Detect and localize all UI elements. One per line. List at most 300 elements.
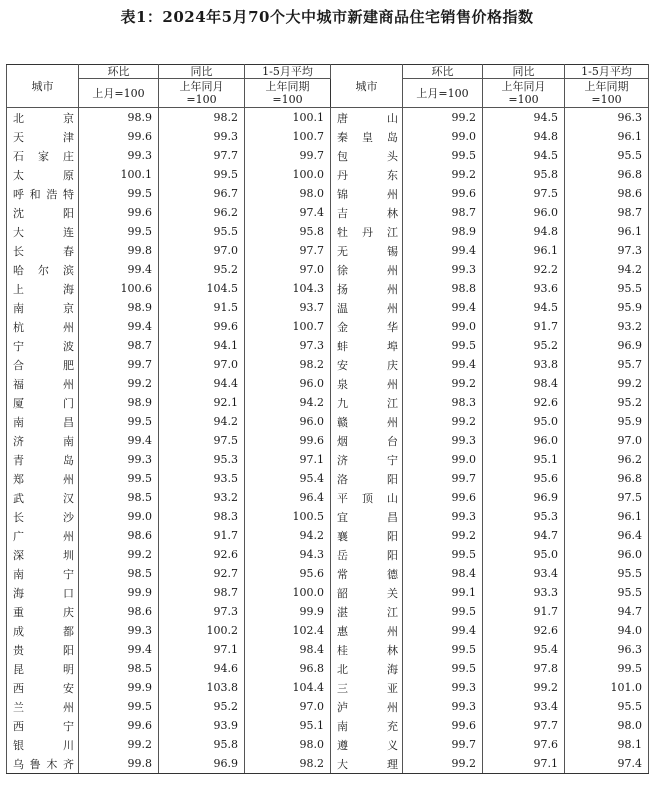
cell-city-right: 赣州 — [331, 412, 403, 431]
cell-avg-left: 96.0 — [245, 412, 331, 431]
cell-yoy-left: 93.5 — [159, 469, 245, 488]
table-row — [7, 355, 649, 374]
cell-city-right: 温州 — [331, 298, 403, 317]
cell-mom-right: 99.5 — [403, 336, 483, 355]
cell-avg-right: 98.7 — [565, 203, 649, 222]
cell-mom-left: 99.4 — [79, 260, 159, 279]
cell-yoy-right: 96.1 — [483, 241, 565, 260]
cell-avg-left: 98.0 — [245, 184, 331, 203]
cell-mom-right: 98.4 — [403, 564, 483, 583]
cell-city-right: 扬州 — [331, 279, 403, 298]
cell-mom-left: 99.9 — [79, 583, 159, 602]
table-row — [7, 336, 649, 355]
cell-yoy-left: 97.7 — [159, 146, 245, 165]
cell-avg-right: 96.9 — [565, 336, 649, 355]
cell-avg-left: 102.4 — [245, 621, 331, 640]
cell-mom-right: 99.3 — [403, 431, 483, 450]
header-avg-sub: 上年同期 =100 — [245, 79, 331, 108]
cell-mom-right: 99.0 — [403, 127, 483, 146]
cell-city-left: 呼和浩特 — [7, 184, 79, 203]
cell-mom-right: 99.2 — [403, 374, 483, 393]
cell-yoy-left: 96.7 — [159, 184, 245, 203]
cell-city-right: 泉州 — [331, 374, 403, 393]
table-row — [7, 716, 649, 735]
cell-city-left: 武汉 — [7, 488, 79, 507]
cell-yoy-right: 99.2 — [483, 678, 565, 697]
cell-avg-right: 98.6 — [565, 184, 649, 203]
cell-avg-left: 97.0 — [245, 260, 331, 279]
cell-mom-right: 99.2 — [403, 526, 483, 545]
cell-city-left: 青岛 — [7, 450, 79, 469]
cell-avg-left: 96.0 — [245, 374, 331, 393]
cell-yoy-right: 97.8 — [483, 659, 565, 678]
cell-avg-right: 98.0 — [565, 716, 649, 735]
header-yoy-2: 同比 — [483, 65, 565, 79]
cell-city-left: 合肥 — [7, 355, 79, 374]
cell-city-left: 石家庄 — [7, 146, 79, 165]
cell-city-left: 银川 — [7, 735, 79, 754]
cell-yoy-right: 94.7 — [483, 526, 565, 545]
table-row — [7, 431, 649, 450]
cell-city-right: 北海 — [331, 659, 403, 678]
header-avg: 1-5月平均 — [245, 65, 331, 79]
cell-mom-right: 99.3 — [403, 697, 483, 716]
cell-avg-left: 94.2 — [245, 393, 331, 412]
table-row — [7, 469, 649, 488]
cell-mom-left: 99.2 — [79, 374, 159, 393]
table-row — [7, 393, 649, 412]
cell-avg-left: 98.0 — [245, 735, 331, 754]
cell-yoy-right: 91.7 — [483, 602, 565, 621]
cell-mom-left: 98.9 — [79, 298, 159, 317]
cell-city-left: 杭州 — [7, 317, 79, 336]
table-row — [7, 659, 649, 678]
cell-city-right: 宜昌 — [331, 507, 403, 526]
price-index-table — [6, 64, 649, 774]
table-row — [7, 507, 649, 526]
cell-mom-left: 99.9 — [79, 678, 159, 697]
cell-city-left: 太原 — [7, 165, 79, 184]
cell-yoy-right: 91.7 — [483, 317, 565, 336]
cell-city-right: 洛阳 — [331, 469, 403, 488]
cell-city-right: 平顶山 — [331, 488, 403, 507]
cell-city-left: 昆明 — [7, 659, 79, 678]
cell-yoy-right: 95.3 — [483, 507, 565, 526]
cell-yoy-left: 91.5 — [159, 298, 245, 317]
cell-city-right: 襄阳 — [331, 526, 403, 545]
cell-city-left: 兰州 — [7, 697, 79, 716]
cell-city-right: 金华 — [331, 317, 403, 336]
cell-avg-right: 94.7 — [565, 602, 649, 621]
cell-yoy-left: 99.6 — [159, 317, 245, 336]
cell-yoy-right: 95.0 — [483, 545, 565, 564]
cell-yoy-right: 97.6 — [483, 735, 565, 754]
cell-mom-right: 99.0 — [403, 317, 483, 336]
cell-mom-right: 99.6 — [403, 716, 483, 735]
table-row — [7, 317, 649, 336]
table-row — [7, 450, 649, 469]
cell-city-right: 韶关 — [331, 583, 403, 602]
cell-avg-right: 97.4 — [565, 754, 649, 774]
cell-mom-left: 99.5 — [79, 222, 159, 241]
cell-avg-right: 101.0 — [565, 678, 649, 697]
header-city-2: 城市 — [331, 65, 403, 108]
cell-avg-right: 99.5 — [565, 659, 649, 678]
cell-yoy-left: 95.5 — [159, 222, 245, 241]
cell-city-left: 大连 — [7, 222, 79, 241]
cell-yoy-left: 96.2 — [159, 203, 245, 222]
cell-yoy-left: 92.1 — [159, 393, 245, 412]
cell-yoy-right: 97.5 — [483, 184, 565, 203]
table-row — [7, 545, 649, 564]
cell-avg-right: 94.0 — [565, 621, 649, 640]
cell-city-left: 乌鲁木齐 — [7, 754, 79, 774]
cell-avg-left: 96.8 — [245, 659, 331, 678]
cell-avg-right: 96.2 — [565, 450, 649, 469]
cell-mom-right: 99.6 — [403, 488, 483, 507]
cell-yoy-right: 96.0 — [483, 203, 565, 222]
cell-mom-left: 99.5 — [79, 184, 159, 203]
cell-yoy-left: 100.2 — [159, 621, 245, 640]
cell-avg-left: 97.3 — [245, 336, 331, 355]
cell-city-left: 天津 — [7, 127, 79, 146]
cell-city-right: 烟台 — [331, 431, 403, 450]
cell-city-left: 哈尔滨 — [7, 260, 79, 279]
cell-yoy-left: 94.2 — [159, 412, 245, 431]
cell-yoy-right: 96.9 — [483, 488, 565, 507]
table-row — [7, 165, 649, 184]
cell-avg-left: 104.4 — [245, 678, 331, 697]
cell-mom-right: 99.4 — [403, 298, 483, 317]
cell-avg-right: 96.8 — [565, 469, 649, 488]
cell-avg-left: 95.6 — [245, 564, 331, 583]
cell-avg-right: 95.5 — [565, 146, 649, 165]
cell-yoy-right: 92.2 — [483, 260, 565, 279]
cell-city-left: 上海 — [7, 279, 79, 298]
cell-avg-left: 104.3 — [245, 279, 331, 298]
cell-mom-right: 99.5 — [403, 659, 483, 678]
cell-yoy-left: 97.0 — [159, 241, 245, 260]
table-row — [7, 127, 649, 146]
cell-mom-left: 98.7 — [79, 336, 159, 355]
cell-avg-right: 98.1 — [565, 735, 649, 754]
cell-mom-left: 99.2 — [79, 545, 159, 564]
cell-city-left: 南宁 — [7, 564, 79, 583]
table-row — [7, 203, 649, 222]
cell-yoy-left: 99.3 — [159, 127, 245, 146]
cell-mom-right: 99.5 — [403, 602, 483, 621]
cell-avg-right: 96.3 — [565, 108, 649, 128]
cell-avg-left: 97.7 — [245, 241, 331, 260]
cell-avg-left: 94.3 — [245, 545, 331, 564]
cell-avg-left: 100.0 — [245, 165, 331, 184]
cell-mom-right: 99.7 — [403, 735, 483, 754]
cell-city-left: 西安 — [7, 678, 79, 697]
cell-avg-right: 96.0 — [565, 545, 649, 564]
cell-yoy-left: 92.6 — [159, 545, 245, 564]
cell-mom-left: 99.3 — [79, 621, 159, 640]
cell-city-left: 南昌 — [7, 412, 79, 431]
cell-avg-right: 95.5 — [565, 279, 649, 298]
cell-mom-left: 99.5 — [79, 469, 159, 488]
cell-mom-right: 99.2 — [403, 754, 483, 774]
cell-city-right: 桂林 — [331, 640, 403, 659]
cell-city-right: 唐山 — [331, 108, 403, 128]
cell-city-right: 九江 — [331, 393, 403, 412]
cell-mom-left: 99.2 — [79, 735, 159, 754]
cell-avg-right: 96.4 — [565, 526, 649, 545]
cell-city-right: 泸州 — [331, 697, 403, 716]
cell-avg-left: 98.2 — [245, 355, 331, 374]
cell-yoy-right: 93.3 — [483, 583, 565, 602]
table-row — [7, 754, 649, 774]
cell-yoy-left: 97.3 — [159, 602, 245, 621]
cell-avg-right: 95.5 — [565, 583, 649, 602]
table-row — [7, 564, 649, 583]
cell-yoy-left: 98.2 — [159, 108, 245, 128]
cell-mom-right: 99.3 — [403, 507, 483, 526]
cell-mom-right: 99.1 — [403, 583, 483, 602]
cell-yoy-left: 97.1 — [159, 640, 245, 659]
cell-avg-left: 95.4 — [245, 469, 331, 488]
cell-yoy-right: 95.0 — [483, 412, 565, 431]
cell-yoy-right: 97.1 — [483, 754, 565, 774]
cell-avg-left: 100.5 — [245, 507, 331, 526]
cell-yoy-left: 95.2 — [159, 697, 245, 716]
cell-avg-left: 100.1 — [245, 108, 331, 128]
cell-avg-left: 95.1 — [245, 716, 331, 735]
cell-yoy-right: 94.8 — [483, 222, 565, 241]
cell-city-left: 成都 — [7, 621, 79, 640]
cell-mom-right: 98.3 — [403, 393, 483, 412]
cell-yoy-left: 96.9 — [159, 754, 245, 774]
cell-mom-right: 99.5 — [403, 640, 483, 659]
table-row — [7, 241, 649, 260]
cell-mom-right: 99.3 — [403, 260, 483, 279]
cell-yoy-right: 94.5 — [483, 146, 565, 165]
cell-yoy-left: 97.5 — [159, 431, 245, 450]
cell-city-left: 厦门 — [7, 393, 79, 412]
cell-mom-right: 99.4 — [403, 355, 483, 374]
cell-mom-left: 98.6 — [79, 526, 159, 545]
page-title: 表1：2024年5月70个大中城市新建商品住宅销售价格指数 — [120, 8, 534, 26]
cell-city-left: 北京 — [7, 108, 79, 128]
cell-city-right: 三亚 — [331, 678, 403, 697]
cell-city-right: 包头 — [331, 146, 403, 165]
cell-yoy-right: 93.4 — [483, 697, 565, 716]
cell-yoy-right: 95.6 — [483, 469, 565, 488]
cell-mom-left: 99.5 — [79, 697, 159, 716]
cell-yoy-left: 95.3 — [159, 450, 245, 469]
cell-yoy-right: 97.7 — [483, 716, 565, 735]
cell-city-left: 广州 — [7, 526, 79, 545]
cell-city-right: 岳阳 — [331, 545, 403, 564]
cell-avg-left: 99.6 — [245, 431, 331, 450]
table-row — [7, 697, 649, 716]
table-row — [7, 184, 649, 203]
cell-avg-right: 96.1 — [565, 127, 649, 146]
cell-city-left: 济南 — [7, 431, 79, 450]
cell-city-left: 长春 — [7, 241, 79, 260]
cell-city-right: 秦皇岛 — [331, 127, 403, 146]
table-row — [7, 735, 649, 754]
table-row — [7, 279, 649, 298]
table-row — [7, 298, 649, 317]
cell-avg-right: 96.1 — [565, 507, 649, 526]
header-avg-sub-2: 上年同期 =100 — [565, 79, 649, 108]
table-row — [7, 621, 649, 640]
cell-avg-left: 100.7 — [245, 127, 331, 146]
cell-yoy-left: 95.8 — [159, 735, 245, 754]
cell-city-left: 福州 — [7, 374, 79, 393]
cell-mom-right: 99.2 — [403, 412, 483, 431]
cell-mom-left: 99.6 — [79, 716, 159, 735]
table-row — [7, 526, 649, 545]
cell-avg-right: 96.1 — [565, 222, 649, 241]
cell-mom-right: 99.2 — [403, 165, 483, 184]
cell-mom-right: 98.9 — [403, 222, 483, 241]
cell-avg-right: 97.3 — [565, 241, 649, 260]
cell-yoy-right: 93.4 — [483, 564, 565, 583]
cell-mom-right: 98.8 — [403, 279, 483, 298]
header-row-1 — [7, 65, 649, 79]
header-yoy-sub-2: 上年同月 =100 — [483, 79, 565, 108]
cell-avg-left: 98.4 — [245, 640, 331, 659]
cell-avg-right: 95.2 — [565, 393, 649, 412]
cell-mom-left: 99.6 — [79, 127, 159, 146]
cell-city-right: 大理 — [331, 754, 403, 774]
cell-mom-left: 99.6 — [79, 203, 159, 222]
cell-mom-right: 99.6 — [403, 184, 483, 203]
cell-yoy-right: 96.0 — [483, 431, 565, 450]
cell-city-right: 惠州 — [331, 621, 403, 640]
cell-mom-left: 99.4 — [79, 431, 159, 450]
cell-city-left: 南京 — [7, 298, 79, 317]
cell-city-right: 遵义 — [331, 735, 403, 754]
header-yoy: 同比 — [159, 65, 245, 79]
table-body — [7, 108, 649, 774]
table-row — [7, 374, 649, 393]
table-row — [7, 222, 649, 241]
cell-mom-left: 98.9 — [79, 108, 159, 128]
cell-yoy-right: 92.6 — [483, 393, 565, 412]
cell-mom-left: 98.6 — [79, 602, 159, 621]
cell-yoy-right: 95.1 — [483, 450, 565, 469]
cell-avg-left: 99.9 — [245, 602, 331, 621]
cell-yoy-right: 94.5 — [483, 108, 565, 128]
cell-yoy-left: 93.2 — [159, 488, 245, 507]
cell-yoy-right: 94.5 — [483, 298, 565, 317]
cell-avg-right: 97.0 — [565, 431, 649, 450]
cell-mom-left: 99.3 — [79, 450, 159, 469]
cell-city-left: 郑州 — [7, 469, 79, 488]
cell-city-left: 沈阳 — [7, 203, 79, 222]
header-avg-2: 1-5月平均 — [565, 65, 649, 79]
cell-mom-left: 100.1 — [79, 165, 159, 184]
header-mom-2: 环比 — [403, 65, 483, 79]
cell-city-right: 吉林 — [331, 203, 403, 222]
cell-city-right: 济宁 — [331, 450, 403, 469]
cell-avg-right: 95.9 — [565, 298, 649, 317]
cell-avg-right: 95.9 — [565, 412, 649, 431]
cell-yoy-left: 99.5 — [159, 165, 245, 184]
cell-avg-left: 94.2 — [245, 526, 331, 545]
cell-city-right: 丹东 — [331, 165, 403, 184]
cell-mom-left: 100.6 — [79, 279, 159, 298]
cell-avg-right: 96.3 — [565, 640, 649, 659]
cell-mom-left: 98.5 — [79, 488, 159, 507]
cell-city-left: 长沙 — [7, 507, 79, 526]
cell-yoy-left: 93.9 — [159, 716, 245, 735]
cell-yoy-left: 95.2 — [159, 260, 245, 279]
cell-mom-left: 99.4 — [79, 640, 159, 659]
header-mom-sub-2: 上月=100 — [403, 79, 483, 108]
cell-mom-left: 99.3 — [79, 146, 159, 165]
cell-yoy-left: 103.8 — [159, 678, 245, 697]
cell-avg-left: 97.0 — [245, 697, 331, 716]
cell-mom-right: 99.3 — [403, 678, 483, 697]
cell-city-left: 贵阳 — [7, 640, 79, 659]
cell-avg-right: 97.5 — [565, 488, 649, 507]
cell-avg-left: 99.7 — [245, 146, 331, 165]
cell-city-right: 常德 — [331, 564, 403, 583]
cell-city-right: 无锡 — [331, 241, 403, 260]
cell-yoy-left: 94.6 — [159, 659, 245, 678]
table-row — [7, 640, 649, 659]
cell-avg-left: 93.7 — [245, 298, 331, 317]
cell-yoy-left: 94.4 — [159, 374, 245, 393]
cell-avg-right: 93.2 — [565, 317, 649, 336]
cell-city-right: 安庆 — [331, 355, 403, 374]
cell-city-left: 海口 — [7, 583, 79, 602]
cell-yoy-right: 95.4 — [483, 640, 565, 659]
cell-mom-left: 99.5 — [79, 412, 159, 431]
table-row — [7, 602, 649, 621]
table-row — [7, 488, 649, 507]
table-row — [7, 108, 649, 128]
cell-avg-left: 96.4 — [245, 488, 331, 507]
cell-yoy-left: 98.3 — [159, 507, 245, 526]
cell-city-left: 深圳 — [7, 545, 79, 564]
cell-mom-left: 99.4 — [79, 317, 159, 336]
cell-yoy-left: 92.7 — [159, 564, 245, 583]
cell-yoy-right: 94.8 — [483, 127, 565, 146]
cell-mom-left: 98.5 — [79, 659, 159, 678]
cell-mom-right: 99.2 — [403, 108, 483, 128]
cell-city-left: 重庆 — [7, 602, 79, 621]
cell-mom-right: 98.7 — [403, 203, 483, 222]
cell-city-left: 西宁 — [7, 716, 79, 735]
cell-yoy-right: 95.8 — [483, 165, 565, 184]
cell-avg-right: 95.5 — [565, 697, 649, 716]
table-row — [7, 412, 649, 431]
table-row — [7, 146, 649, 165]
cell-mom-left: 99.7 — [79, 355, 159, 374]
cell-avg-left: 100.7 — [245, 317, 331, 336]
header-mom: 环比 — [79, 65, 159, 79]
cell-mom-right: 99.4 — [403, 621, 483, 640]
cell-city-right: 蚌埠 — [331, 336, 403, 355]
cell-city-right: 南充 — [331, 716, 403, 735]
cell-yoy-right: 98.4 — [483, 374, 565, 393]
cell-avg-left: 100.0 — [245, 583, 331, 602]
cell-mom-left: 99.0 — [79, 507, 159, 526]
cell-mom-right: 99.0 — [403, 450, 483, 469]
cell-mom-left: 99.8 — [79, 241, 159, 260]
cell-yoy-left: 97.0 — [159, 355, 245, 374]
cell-mom-left: 99.8 — [79, 754, 159, 774]
cell-avg-left: 95.8 — [245, 222, 331, 241]
